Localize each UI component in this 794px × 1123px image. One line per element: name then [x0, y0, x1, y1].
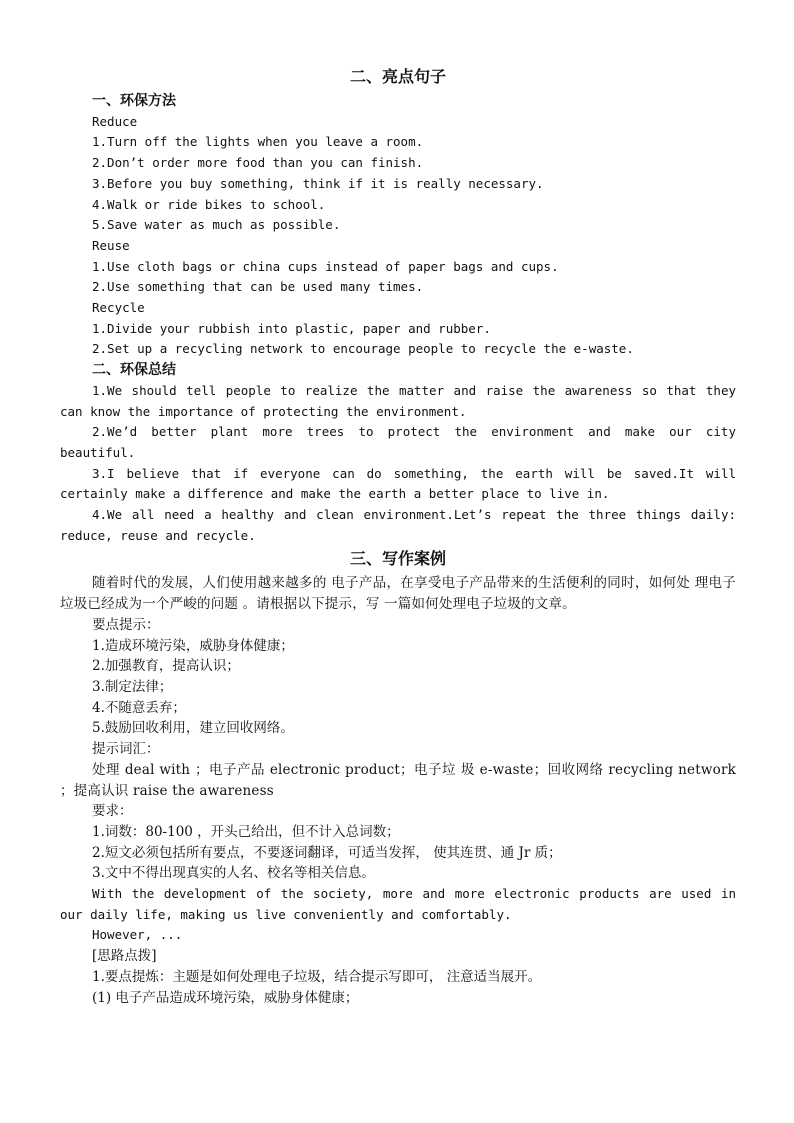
label-reuse: Reuse [92, 237, 130, 253]
reduce-item: 2.Don’t order more food than you can finish. [92, 155, 424, 171]
reduce-item: 1.Turn off the lights when you leave a room. [92, 134, 424, 150]
tip-item: 1.要点提炼：主题是如何处理电子垃圾，结合提示写即可， 注意适当展开。 [92, 968, 542, 985]
label-reduce: Reduce [92, 113, 138, 129]
reduce-item: 3.Before you buy something, think if it is really necessary. [92, 175, 544, 191]
vocab-label: 提示词汇： [92, 741, 160, 758]
vocab-list: 处理 deal with ；电子产品 electronic product；电子垃 圾 e-waste；回收网络 recycling network ；提高认识 raise the awareness [60, 761, 736, 799]
point-item: 3.制定法律； [92, 678, 173, 695]
essay-opening: With the development of the society, more and more electronic products are used in our daily life, making us live conveniently and comfortably. [60, 886, 736, 922]
requirement-item: 3.文中不得出现真实的人名、校名等相关信息。 [92, 865, 375, 882]
reduce-item: 4.Walk or ride bikes to school. [92, 196, 326, 212]
label-recycle: Recycle [92, 300, 145, 316]
point-item: 4.不随意丢弃； [92, 699, 186, 716]
essay-however: However, ... [92, 927, 183, 943]
summary-item: 4.We all need a healthy and clean environment.Let’s repeat the three things daily: reduce, reuse and recycle. [60, 507, 736, 543]
recycle-item: 1.Divide your rubbish into plastic, paper and rubber. [92, 320, 491, 336]
requirements-label: 要求： [92, 803, 133, 820]
section-title-writing-case: 三、写作案例 [349, 549, 446, 569]
requirement-item: 2.短文必须包括所有要点，不要逐词翻译，可适当发挥， 使其连贯、通 Jr 质； [92, 844, 562, 861]
summary-item: 3.I believe that if everyone can do something, the earth will be saved.It will certainly make a difference and make the earth a better place to live in. [60, 465, 736, 502]
writing-prompt-intro: 随着时代的发展，人们使用越来越多的 电子产品，在享受电子产品带来的生活便利的同时，如何处 理电子垃圾已经成为一个严峻的问题 。请根据以下提示，写 一篇如何处理电子垃圾的文章。 [60, 575, 736, 613]
reuse-item: 1.Use cloth bags or china cups instead of paper bags and cups. [92, 258, 559, 274]
recycle-item: 2.Set up a recycling network to encourage people to recycle the e-waste. [92, 341, 634, 357]
requirement-item: 1.词数：80-100 ，开头己给出，但不计入总词数； [92, 823, 400, 840]
point-item: 2.加强教育，提高认识； [92, 658, 240, 675]
tip-item: (1) 电子产品造成环境污染，威胁身体健康； [92, 989, 359, 1006]
point-item: 1.造成环境污染，威胁身体健康； [92, 637, 294, 654]
document-page [60, 66, 736, 1008]
points-label: 要点提示： [92, 616, 160, 633]
point-item: 5.鼓励回收利用，建立回收网络。 [92, 720, 294, 737]
reduce-item: 5.Save water as much as possible. [92, 217, 341, 233]
subheading-summary: 二、环保总结 [92, 362, 176, 379]
tips-label: [思路点拨] [92, 948, 157, 965]
reuse-item: 2.Use something that can be used many times. [92, 279, 424, 295]
summary-item: 1.We should tell people to realize the matter and raise the awareness so that they can know the importance of protecting the environment. [60, 382, 736, 419]
subheading-methods: 一、环保方法 [92, 93, 176, 109]
summary-item: 2.We’d better plant more trees to protect the environment and make our city beautiful. [60, 424, 736, 460]
section-title-highlight-sentences: 二、亮点句子 [349, 67, 446, 86]
